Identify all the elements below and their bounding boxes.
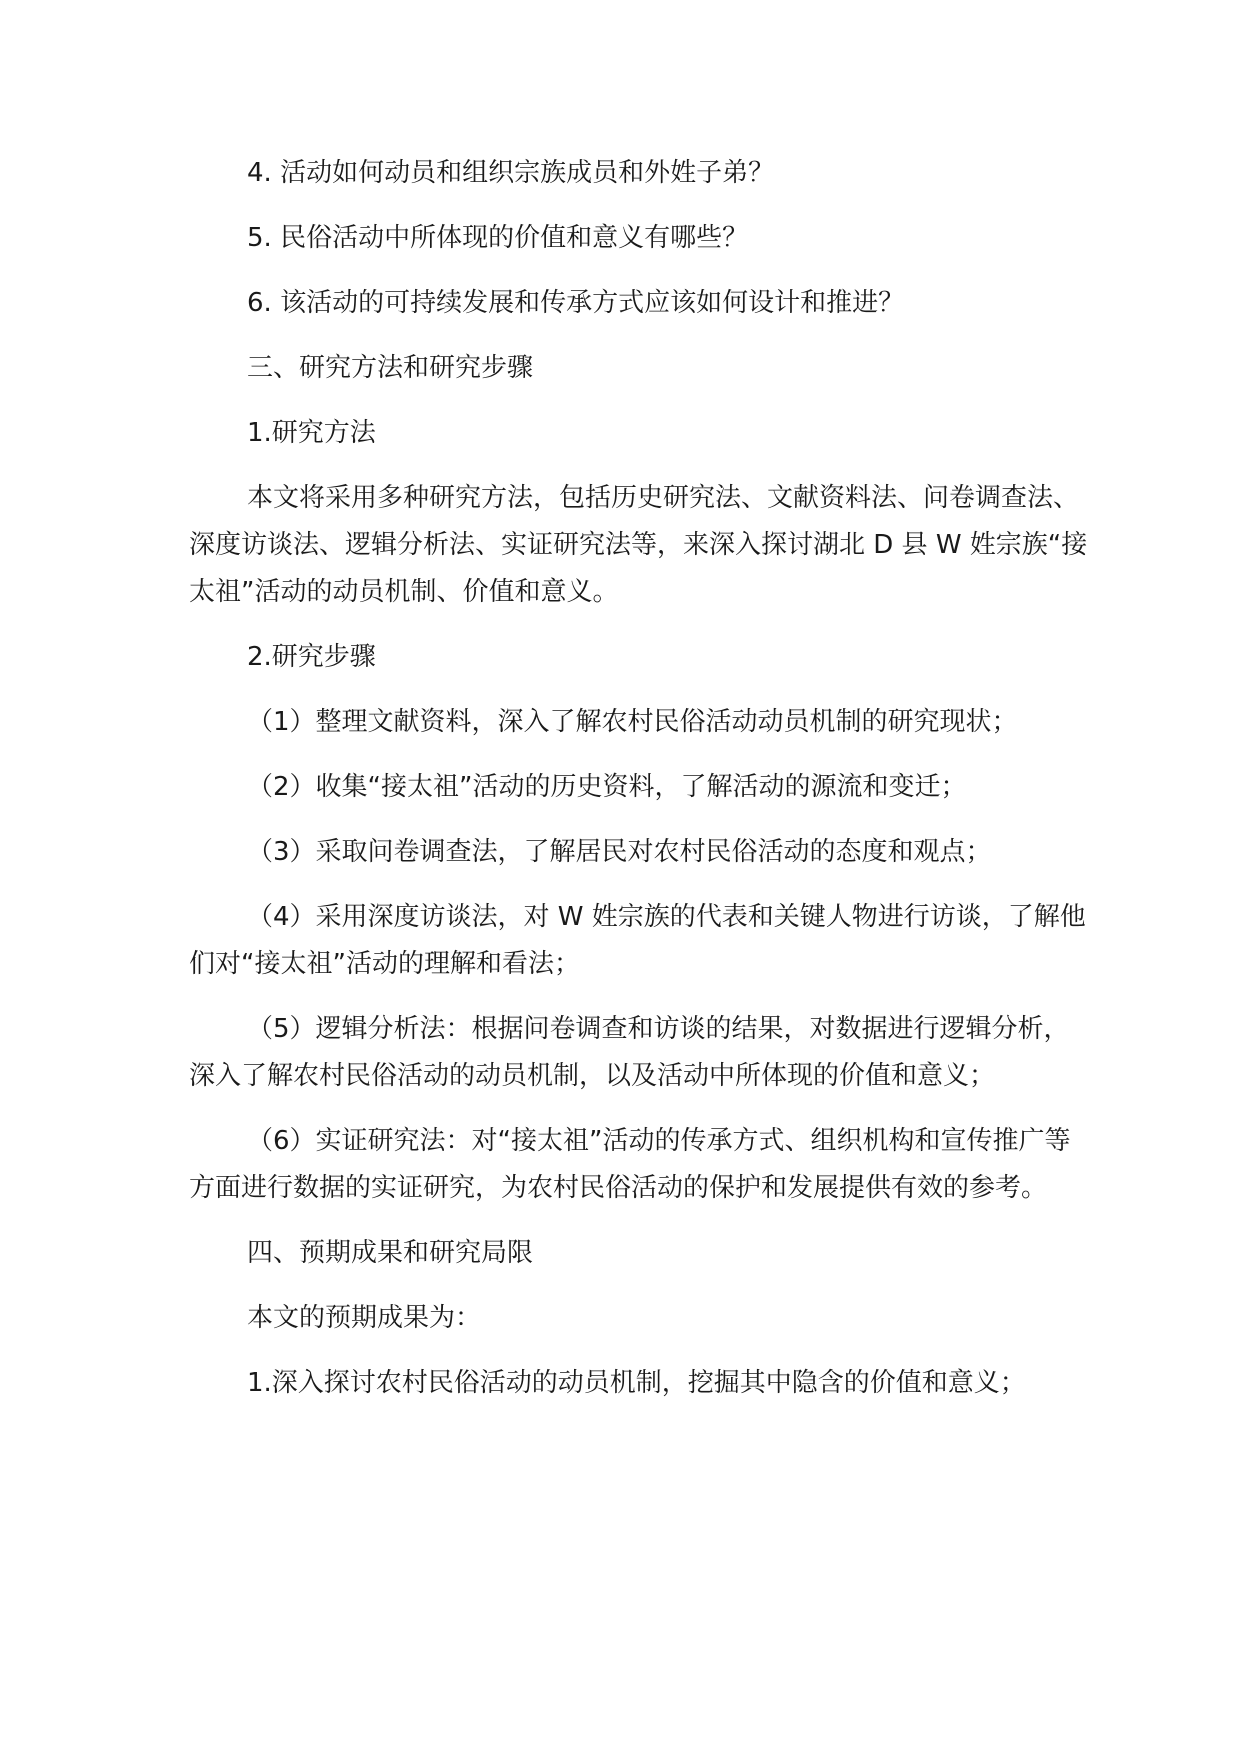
question-item-4: 4. 活动如何动员和组织宗族成员和外姓子弟？: [247, 158, 775, 188]
step-item-4: （4）采用深度访谈法，对 W 姓宗族的代表和关键人物进行访谈，了解他们对“接太祖”活动的理解和看法；: [189, 902, 1086, 979]
expected-result-item-1: 1.深入探讨农村民俗活动的动员机制，挖掘其中隐含的价值和意义；: [247, 1368, 1026, 1398]
document-body: [189, 150, 1089, 1425]
step-item-6: （6）实证研究法：对“接太祖”活动的传承方式、组织机构和宣传推广等方面进行数据的实证研究，为农村民俗活动的保护和发展提供有效的参考。: [189, 1126, 1071, 1203]
step-item-1: （1）整理文献资料，深入了解农村民俗活动动员机制的研究现状；: [247, 707, 1018, 737]
section-heading-methods: 三、研究方法和研究步骤: [247, 353, 534, 383]
step-item-2: （2）收集“接太祖”活动的历史资料，了解活动的源流和变迁；: [247, 772, 967, 802]
subheading-research-methods: 1.研究方法: [247, 418, 376, 448]
question-item-5: 5. 民俗活动中所体现的价值和意义有哪些？: [247, 223, 749, 253]
expected-results-intro: 本文的预期成果为：: [247, 1303, 482, 1333]
question-item-6: 6. 该活动的可持续发展和传承方式应该如何设计和推进？: [247, 288, 905, 318]
subheading-research-steps: 2.研究步骤: [247, 642, 376, 672]
step-item-3: （3）采取问卷调查法，了解居民对农村民俗活动的态度和观点；: [247, 837, 992, 867]
step-item-5: （5）逻辑分析法：根据问卷调查和访谈的结果，对数据进行逻辑分析，深入了解农村民俗活动的动员机制，以及活动中所体现的价值和意义；: [189, 1014, 1070, 1091]
section-heading-expected-results: 四、预期成果和研究局限: [247, 1238, 534, 1268]
methods-paragraph: 本文将采用多种研究方法，包括历史研究法、文献资料法、问卷调查法、深度访谈法、逻辑分析法、实证研究法等，来深入探讨湖北 D 县 W 姓宗族“接太祖”活动的动员机制、价值和意义。: [189, 483, 1088, 607]
